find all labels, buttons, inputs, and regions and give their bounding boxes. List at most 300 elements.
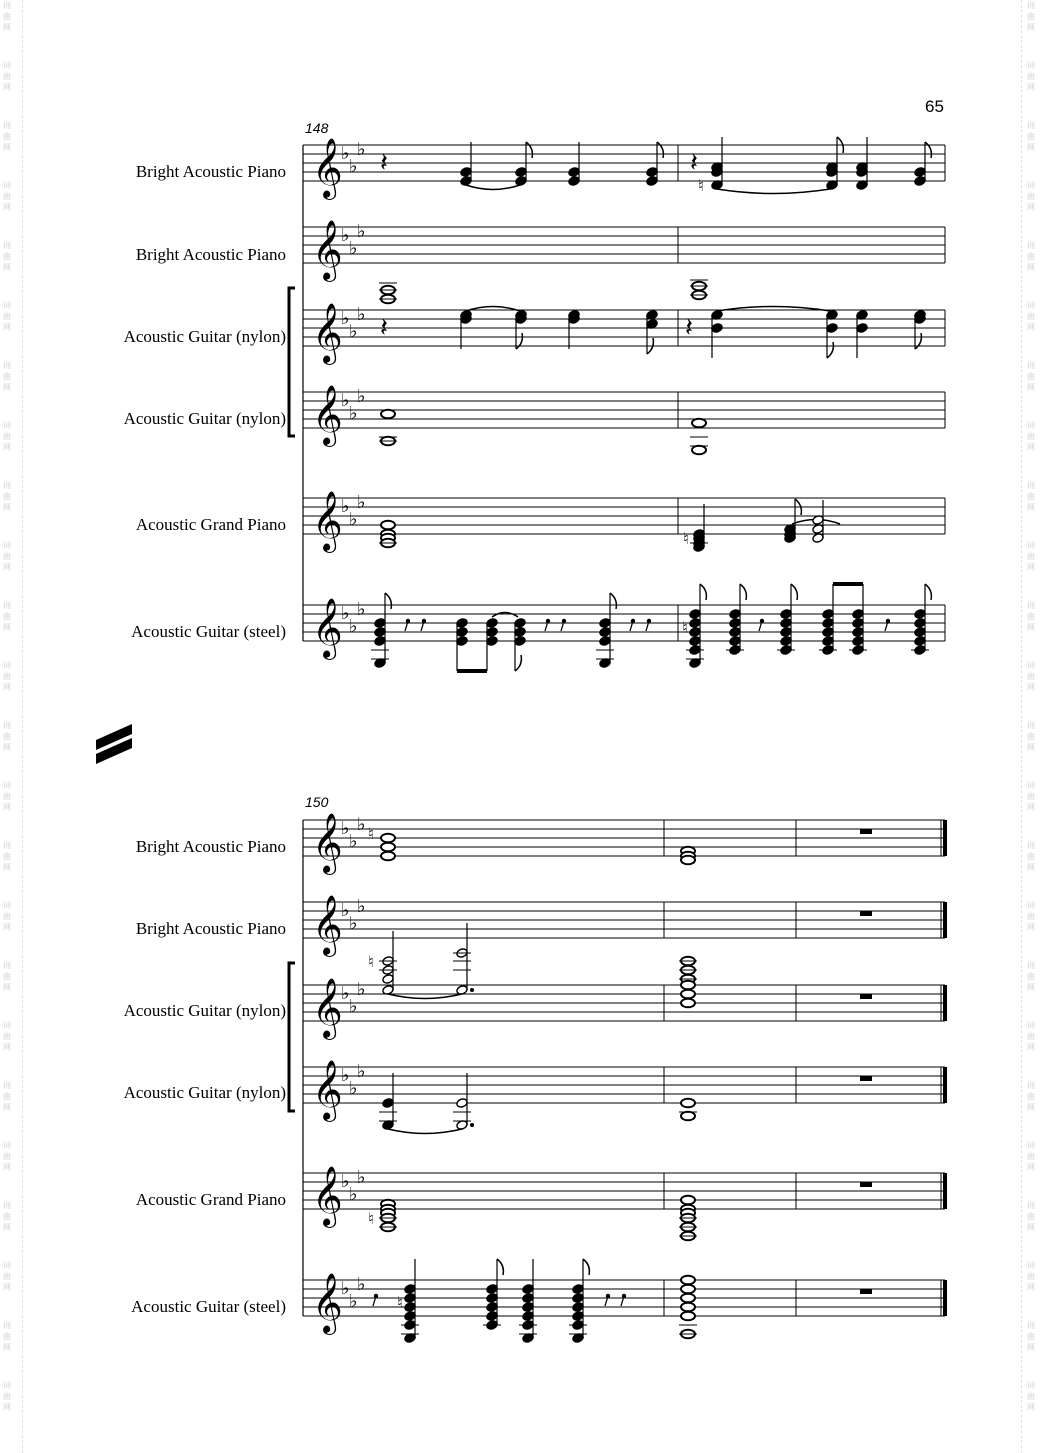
watermark-glyph: 词 bbox=[3, 121, 11, 130]
watermark-glyph: 曲 bbox=[3, 1332, 11, 1341]
flat-icon: ♭ bbox=[349, 238, 358, 259]
watermark-glyph: 曲 bbox=[1027, 1272, 1035, 1281]
note-head bbox=[852, 627, 864, 638]
watermark-glyph: 曲 bbox=[3, 672, 11, 681]
note-head bbox=[460, 176, 472, 187]
watermark-glyph: 曲 bbox=[3, 432, 11, 441]
watermark-glyph: 曲 bbox=[3, 1392, 11, 1401]
note-flag bbox=[700, 584, 706, 600]
watermark-glyph: 网 bbox=[1027, 263, 1035, 272]
treble-clef-icon: 𝄞 bbox=[312, 138, 343, 198]
note-head bbox=[522, 1293, 534, 1304]
watermark-glyph: 词 bbox=[3, 1261, 11, 1270]
note-flag bbox=[515, 655, 521, 671]
flat-icon: ♭ bbox=[357, 896, 366, 917]
note-head bbox=[852, 618, 864, 629]
watermark-glyph: 词 bbox=[3, 901, 11, 910]
note-head bbox=[822, 636, 834, 647]
watermark-glyph: 曲 bbox=[3, 72, 11, 81]
watermark-glyph: 曲 bbox=[1027, 1212, 1035, 1221]
treble-clef-icon: 𝄞 bbox=[312, 1060, 343, 1120]
flat-icon: ♭ bbox=[349, 831, 358, 852]
watermark-glyph: 词 bbox=[1027, 961, 1035, 970]
watermark-glyph: 词 bbox=[3, 361, 11, 370]
note-flag bbox=[915, 333, 921, 349]
tie-curve bbox=[388, 1129, 462, 1134]
whole-note-head bbox=[681, 1099, 695, 1108]
watermark-glyph: 网 bbox=[1027, 1223, 1035, 1232]
watermark-glyph: 词 bbox=[3, 61, 11, 70]
watermark-glyph: 网 bbox=[1027, 83, 1035, 92]
quarter-rest-icon: 𝄽 bbox=[690, 148, 698, 178]
staff-group-bracket bbox=[289, 963, 295, 1111]
watermark-glyph: 曲 bbox=[3, 1212, 11, 1221]
watermark-glyph: 词 bbox=[1027, 421, 1035, 430]
treble-clef-icon: 𝄞 bbox=[312, 813, 343, 873]
watermark-glyph: 词 bbox=[1027, 601, 1035, 610]
watermark-glyph: 曲 bbox=[3, 912, 11, 921]
instrument-label: Acoustic Guitar (steel) bbox=[131, 1297, 286, 1316]
watermark-glyph: 网 bbox=[3, 323, 11, 332]
note-head bbox=[689, 627, 701, 638]
note-flag bbox=[526, 142, 532, 158]
instrument-label: Bright Acoustic Piano bbox=[135, 837, 286, 856]
note-head bbox=[456, 618, 468, 629]
whole-rest-icon bbox=[860, 911, 872, 916]
treble-clef-icon: 𝄞 bbox=[312, 895, 343, 955]
note-head bbox=[914, 618, 926, 629]
note-head bbox=[914, 176, 926, 187]
watermark-glyph: 曲 bbox=[1027, 1092, 1035, 1101]
watermark-glyph: 词 bbox=[1027, 241, 1035, 250]
note-head bbox=[568, 176, 580, 187]
watermark-glyph: 曲 bbox=[1027, 1332, 1035, 1341]
whole-note-head bbox=[681, 1112, 695, 1121]
flat-icon: ♭ bbox=[349, 1291, 358, 1312]
whole-rest-icon bbox=[860, 994, 872, 999]
note-head bbox=[599, 618, 611, 629]
watermark-glyph: 词 bbox=[3, 661, 11, 670]
note-head bbox=[404, 1284, 416, 1295]
treble-clef-icon: 𝄞 bbox=[312, 385, 343, 445]
flat-icon: ♭ bbox=[341, 390, 350, 411]
note-head bbox=[689, 636, 701, 647]
note-head bbox=[780, 636, 792, 647]
watermark-glyph: 曲 bbox=[3, 132, 11, 141]
watermark-glyph: 词 bbox=[1027, 721, 1035, 730]
note-flag bbox=[827, 342, 833, 358]
watermark-glyph: 网 bbox=[3, 683, 11, 692]
note-head bbox=[515, 167, 527, 178]
flat-icon: ♭ bbox=[349, 616, 358, 637]
watermark-glyph: 曲 bbox=[1027, 252, 1035, 261]
flat-icon: ♭ bbox=[341, 983, 350, 1004]
watermark-glyph: 网 bbox=[1027, 1163, 1035, 1172]
treble-clef-icon: 𝄞 bbox=[312, 303, 343, 363]
note-head bbox=[572, 1302, 584, 1313]
watermark-glyph: 曲 bbox=[1027, 132, 1035, 141]
flat-icon: ♭ bbox=[341, 818, 350, 839]
note-head bbox=[456, 636, 468, 647]
note-flag bbox=[583, 1259, 589, 1275]
watermark-glyph: 网 bbox=[3, 1343, 11, 1352]
watermark-glyph: 词 bbox=[1027, 1381, 1035, 1390]
flat-icon: ♭ bbox=[341, 308, 350, 329]
instrument-label: Acoustic Grand Piano bbox=[135, 1190, 286, 1209]
note-head bbox=[514, 618, 526, 629]
whole-rest-icon bbox=[860, 829, 872, 834]
watermark-glyph: 网 bbox=[3, 803, 11, 812]
watermark-glyph: 曲 bbox=[1027, 1032, 1035, 1041]
watermark-glyph: 曲 bbox=[1027, 552, 1035, 561]
watermark-glyph: 网 bbox=[1027, 1403, 1035, 1412]
note-head bbox=[780, 627, 792, 638]
watermark-glyph: 曲 bbox=[1027, 372, 1035, 381]
note-head bbox=[822, 618, 834, 629]
note-head bbox=[486, 1302, 498, 1313]
note-head bbox=[486, 627, 498, 638]
natural-icon: ♮ bbox=[368, 824, 374, 843]
watermark-glyph: 曲 bbox=[1027, 852, 1035, 861]
watermark-glyph: 曲 bbox=[1027, 612, 1035, 621]
whole-rest-icon bbox=[860, 1289, 872, 1294]
watermark-glyph: 词 bbox=[1027, 1321, 1035, 1330]
watermark-glyph: 网 bbox=[3, 1043, 11, 1052]
treble-clef-icon: 𝄞 bbox=[312, 1273, 343, 1333]
watermark-glyph: 网 bbox=[3, 383, 11, 392]
note-head bbox=[374, 618, 386, 629]
watermark-glyph: 曲 bbox=[3, 1092, 11, 1101]
flat-icon: ♭ bbox=[349, 321, 358, 342]
whole-note-head bbox=[681, 990, 695, 999]
page-number: 65 bbox=[925, 97, 944, 116]
whole-note-head bbox=[681, 1312, 695, 1321]
note-head bbox=[729, 618, 741, 629]
flat-icon: ♭ bbox=[349, 156, 358, 177]
watermark-glyph: 网 bbox=[3, 863, 11, 872]
staff-group-bracket bbox=[289, 288, 295, 436]
note-flag bbox=[925, 142, 931, 158]
note-head bbox=[646, 176, 658, 187]
note-head bbox=[822, 609, 834, 620]
flat-icon: ♭ bbox=[357, 386, 366, 407]
watermark-glyph: 网 bbox=[1027, 983, 1035, 992]
whole-note-head bbox=[381, 843, 395, 852]
flat-icon: ♭ bbox=[357, 1274, 366, 1295]
watermark-glyph: 网 bbox=[1027, 23, 1035, 32]
note-head bbox=[914, 636, 926, 647]
watermark-glyph: 词 bbox=[3, 961, 11, 970]
watermark-glyph: 词 bbox=[1027, 61, 1035, 70]
note-head bbox=[729, 609, 741, 620]
watermark-glyph: 词 bbox=[3, 1021, 11, 1030]
whole-note-head bbox=[681, 1294, 695, 1303]
watermark-glyph: 曲 bbox=[1027, 72, 1035, 81]
watermark-glyph: 词 bbox=[1027, 181, 1035, 190]
watermark-glyph: 网 bbox=[1027, 623, 1035, 632]
open-note-head bbox=[382, 974, 394, 985]
watermark-glyph: 词 bbox=[1027, 841, 1035, 850]
watermark-glyph: 词 bbox=[1027, 781, 1035, 790]
note-head bbox=[646, 167, 658, 178]
whole-note-head bbox=[692, 419, 706, 428]
flat-icon: ♭ bbox=[349, 403, 358, 424]
watermark-glyph: 网 bbox=[1027, 1343, 1035, 1352]
watermark-glyph: 词 bbox=[3, 1381, 11, 1390]
whole-note-head bbox=[681, 981, 695, 990]
note-head bbox=[780, 618, 792, 629]
watermark-glyph: 网 bbox=[3, 1283, 11, 1292]
watermark-glyph: 曲 bbox=[3, 552, 11, 561]
flat-icon: ♭ bbox=[341, 496, 350, 517]
watermark-glyph: 词 bbox=[3, 781, 11, 790]
watermark-glyph: 词 bbox=[3, 301, 11, 310]
watermark-glyph: 网 bbox=[3, 143, 11, 152]
watermark-glyph: 网 bbox=[3, 83, 11, 92]
flat-icon: ♭ bbox=[357, 1167, 366, 1188]
watermark-glyph: 词 bbox=[1027, 121, 1035, 130]
natural-icon: ♮ bbox=[397, 1293, 403, 1312]
tie-curve bbox=[492, 613, 518, 618]
watermark-glyph: 网 bbox=[3, 623, 11, 632]
whole-note-head bbox=[681, 1196, 695, 1205]
natural-icon: ♮ bbox=[368, 952, 374, 971]
watermark-glyph: 网 bbox=[1027, 143, 1035, 152]
instrument-label: Acoustic Guitar (nylon) bbox=[123, 327, 286, 346]
watermark-glyph: 网 bbox=[3, 563, 11, 572]
watermark-glyph: 网 bbox=[3, 1103, 11, 1112]
watermark-glyph: 曲 bbox=[1027, 12, 1035, 21]
watermark-glyph: 网 bbox=[1027, 323, 1035, 332]
note-head bbox=[460, 167, 472, 178]
watermark-glyph: 网 bbox=[1027, 1043, 1035, 1052]
watermark-glyph: 曲 bbox=[3, 1272, 11, 1281]
watermark-glyph: 词 bbox=[3, 1321, 11, 1330]
watermark-glyph: 网 bbox=[3, 203, 11, 212]
watermark-glyph: 网 bbox=[1027, 203, 1035, 212]
watermark-glyph: 词 bbox=[1027, 541, 1035, 550]
flat-icon: ♭ bbox=[349, 913, 358, 934]
note-head bbox=[568, 167, 580, 178]
instrument-label: Acoustic Guitar (nylon) bbox=[123, 1083, 286, 1102]
watermark-glyph: 曲 bbox=[1027, 972, 1035, 981]
note-head bbox=[729, 636, 741, 647]
whole-note-head bbox=[692, 446, 706, 455]
treble-clef-icon: 𝄞 bbox=[312, 978, 343, 1038]
measure-number-system-1: 148 bbox=[305, 120, 329, 136]
watermark-glyph: 网 bbox=[1027, 803, 1035, 812]
watermark-glyph: 曲 bbox=[3, 792, 11, 801]
watermark-glyph: 词 bbox=[1027, 1021, 1035, 1030]
watermark-glyph: 网 bbox=[1027, 503, 1035, 512]
note-head bbox=[374, 636, 386, 647]
note-head bbox=[689, 609, 701, 620]
watermark-glyph: 词 bbox=[1027, 301, 1035, 310]
watermark-glyph: 曲 bbox=[3, 12, 11, 21]
flat-icon: ♭ bbox=[341, 603, 350, 624]
flat-icon: ♭ bbox=[357, 139, 366, 160]
note-flag bbox=[516, 333, 522, 349]
note-flag bbox=[385, 593, 391, 609]
watermark-glyph: 网 bbox=[3, 263, 11, 272]
watermark-glyph: 曲 bbox=[1027, 192, 1035, 201]
watermark-glyph: 曲 bbox=[1027, 732, 1035, 741]
watermark-glyph: 词 bbox=[1027, 1081, 1035, 1090]
whole-note-head bbox=[381, 834, 395, 843]
note-head bbox=[486, 1284, 498, 1295]
whole-rest-icon bbox=[860, 1182, 872, 1187]
instrument-label: Acoustic Grand Piano bbox=[135, 515, 286, 534]
treble-clef-icon: 𝄞 bbox=[312, 220, 343, 280]
watermark-glyph: 词 bbox=[3, 481, 11, 490]
watermark-glyph: 词 bbox=[1027, 361, 1035, 370]
flat-icon: ♭ bbox=[341, 1065, 350, 1086]
instrument-label: Bright Acoustic Piano bbox=[135, 919, 286, 938]
note-head bbox=[486, 1293, 498, 1304]
watermark-glyph: 曲 bbox=[3, 1032, 11, 1041]
note-head bbox=[382, 1098, 394, 1109]
treble-clef-icon: 𝄞 bbox=[312, 598, 343, 658]
note-head bbox=[486, 636, 498, 647]
whole-rest-icon bbox=[860, 1076, 872, 1081]
whole-note-head bbox=[681, 999, 695, 1008]
flat-icon: ♭ bbox=[357, 1061, 366, 1082]
watermark-glyph: 曲 bbox=[3, 972, 11, 981]
watermark-glyph: 词 bbox=[3, 601, 11, 610]
note-head bbox=[914, 609, 926, 620]
watermark-glyph: 曲 bbox=[3, 732, 11, 741]
flat-icon: ♭ bbox=[349, 1184, 358, 1205]
watermark-glyph: 曲 bbox=[3, 852, 11, 861]
tie-curve bbox=[717, 189, 830, 194]
watermark-glyph: 网 bbox=[1027, 1103, 1035, 1112]
watermark-glyph: 词 bbox=[1027, 481, 1035, 490]
watermark-glyph: 曲 bbox=[3, 1152, 11, 1161]
watermark-glyph: 曲 bbox=[3, 372, 11, 381]
watermark-glyph: 曲 bbox=[1027, 912, 1035, 921]
note-head bbox=[572, 1293, 584, 1304]
note-head bbox=[522, 1284, 534, 1295]
natural-icon: ♮ bbox=[698, 176, 704, 195]
watermark-glyph: 词 bbox=[3, 421, 11, 430]
watermark-glyph: 词 bbox=[3, 1081, 11, 1090]
watermark-glyph: 曲 bbox=[1027, 1152, 1035, 1161]
note-head bbox=[780, 609, 792, 620]
measure-number-system-2: 150 bbox=[305, 794, 329, 810]
instrument-label: Acoustic Guitar (nylon) bbox=[123, 409, 286, 428]
watermark-glyph: 曲 bbox=[1027, 432, 1035, 441]
note-head bbox=[404, 1311, 416, 1322]
treble-clef-icon: 𝄞 bbox=[312, 491, 343, 551]
watermark-glyph: 词 bbox=[1027, 661, 1035, 670]
watermark-glyph: 词 bbox=[1027, 1141, 1035, 1150]
watermark-glyph: 网 bbox=[3, 1223, 11, 1232]
watermark-glyph: 网 bbox=[1027, 683, 1035, 692]
note-head bbox=[689, 618, 701, 629]
watermark-glyph: 网 bbox=[1027, 563, 1035, 572]
note-head bbox=[486, 618, 498, 629]
watermark-glyph: 网 bbox=[3, 923, 11, 932]
instrument-label: Acoustic Guitar (steel) bbox=[131, 622, 286, 641]
quarter-rest-icon: 𝄽 bbox=[685, 313, 693, 343]
natural-icon: ♮ bbox=[683, 529, 689, 548]
watermark-glyph: 网 bbox=[3, 983, 11, 992]
note-head bbox=[914, 627, 926, 638]
note-flag bbox=[657, 142, 663, 158]
natural-icon: ♮ bbox=[368, 1209, 374, 1228]
note-head bbox=[729, 627, 741, 638]
note-flag bbox=[610, 593, 616, 609]
whole-note-head bbox=[681, 856, 695, 865]
watermark-glyph: 词 bbox=[3, 541, 11, 550]
instrument-label: Bright Acoustic Piano bbox=[135, 245, 286, 264]
note-head bbox=[599, 636, 611, 647]
watermark-glyph: 网 bbox=[3, 743, 11, 752]
whole-note-head bbox=[681, 1276, 695, 1285]
note-head bbox=[572, 1284, 584, 1295]
note-head bbox=[404, 1293, 416, 1304]
watermark-glyph: 网 bbox=[1027, 443, 1035, 452]
whole-note-head bbox=[381, 410, 395, 419]
note-head bbox=[711, 323, 723, 334]
quarter-rest-icon: 𝄽 bbox=[380, 313, 388, 343]
watermark-glyph: 曲 bbox=[3, 612, 11, 621]
note-head bbox=[856, 323, 868, 334]
watermark-glyph: 词 bbox=[3, 721, 11, 730]
dot-icon bbox=[470, 988, 474, 992]
note-head bbox=[514, 636, 526, 647]
note-head bbox=[486, 1311, 498, 1322]
note-head bbox=[404, 1302, 416, 1313]
watermark-glyph: 词 bbox=[1027, 901, 1035, 910]
instrument-label: Acoustic Guitar (nylon) bbox=[123, 1001, 286, 1020]
watermark-glyph: 网 bbox=[1027, 863, 1035, 872]
watermark-glyph: 曲 bbox=[1027, 312, 1035, 321]
flat-icon: ♭ bbox=[341, 1278, 350, 1299]
note-head bbox=[522, 1311, 534, 1322]
watermark-glyph: 曲 bbox=[1027, 492, 1035, 501]
whole-note-head bbox=[381, 521, 395, 530]
flat-icon: ♭ bbox=[341, 1171, 350, 1192]
watermark-glyph: 词 bbox=[3, 181, 11, 190]
flat-icon: ♭ bbox=[349, 1078, 358, 1099]
watermark-glyph: 网 bbox=[3, 503, 11, 512]
watermark-glyph: 词 bbox=[1027, 1261, 1035, 1270]
flat-icon: ♭ bbox=[349, 509, 358, 530]
watermark-glyph: 曲 bbox=[3, 252, 11, 261]
note-head bbox=[852, 609, 864, 620]
note-head bbox=[826, 323, 838, 334]
instrument-label: Bright Acoustic Piano bbox=[135, 162, 286, 181]
flat-icon: ♭ bbox=[357, 599, 366, 620]
note-head bbox=[852, 636, 864, 647]
watermark-glyph: 网 bbox=[1027, 923, 1035, 932]
watermark-glyph: 词 bbox=[1027, 1, 1035, 10]
watermark-glyph: 网 bbox=[3, 1163, 11, 1172]
watermark-glyph: 曲 bbox=[3, 492, 11, 501]
note-head bbox=[514, 627, 526, 638]
note-head bbox=[515, 176, 527, 187]
flat-icon: ♭ bbox=[357, 304, 366, 325]
whole-note-head bbox=[381, 852, 395, 861]
watermark-glyph: 曲 bbox=[1027, 792, 1035, 801]
watermark-glyph: 网 bbox=[3, 1403, 11, 1412]
flat-icon: ♭ bbox=[357, 492, 366, 513]
note-flag bbox=[740, 584, 746, 600]
flat-icon: ♭ bbox=[341, 143, 350, 164]
whole-note-head bbox=[681, 1303, 695, 1312]
natural-icon: ♮ bbox=[682, 618, 688, 637]
